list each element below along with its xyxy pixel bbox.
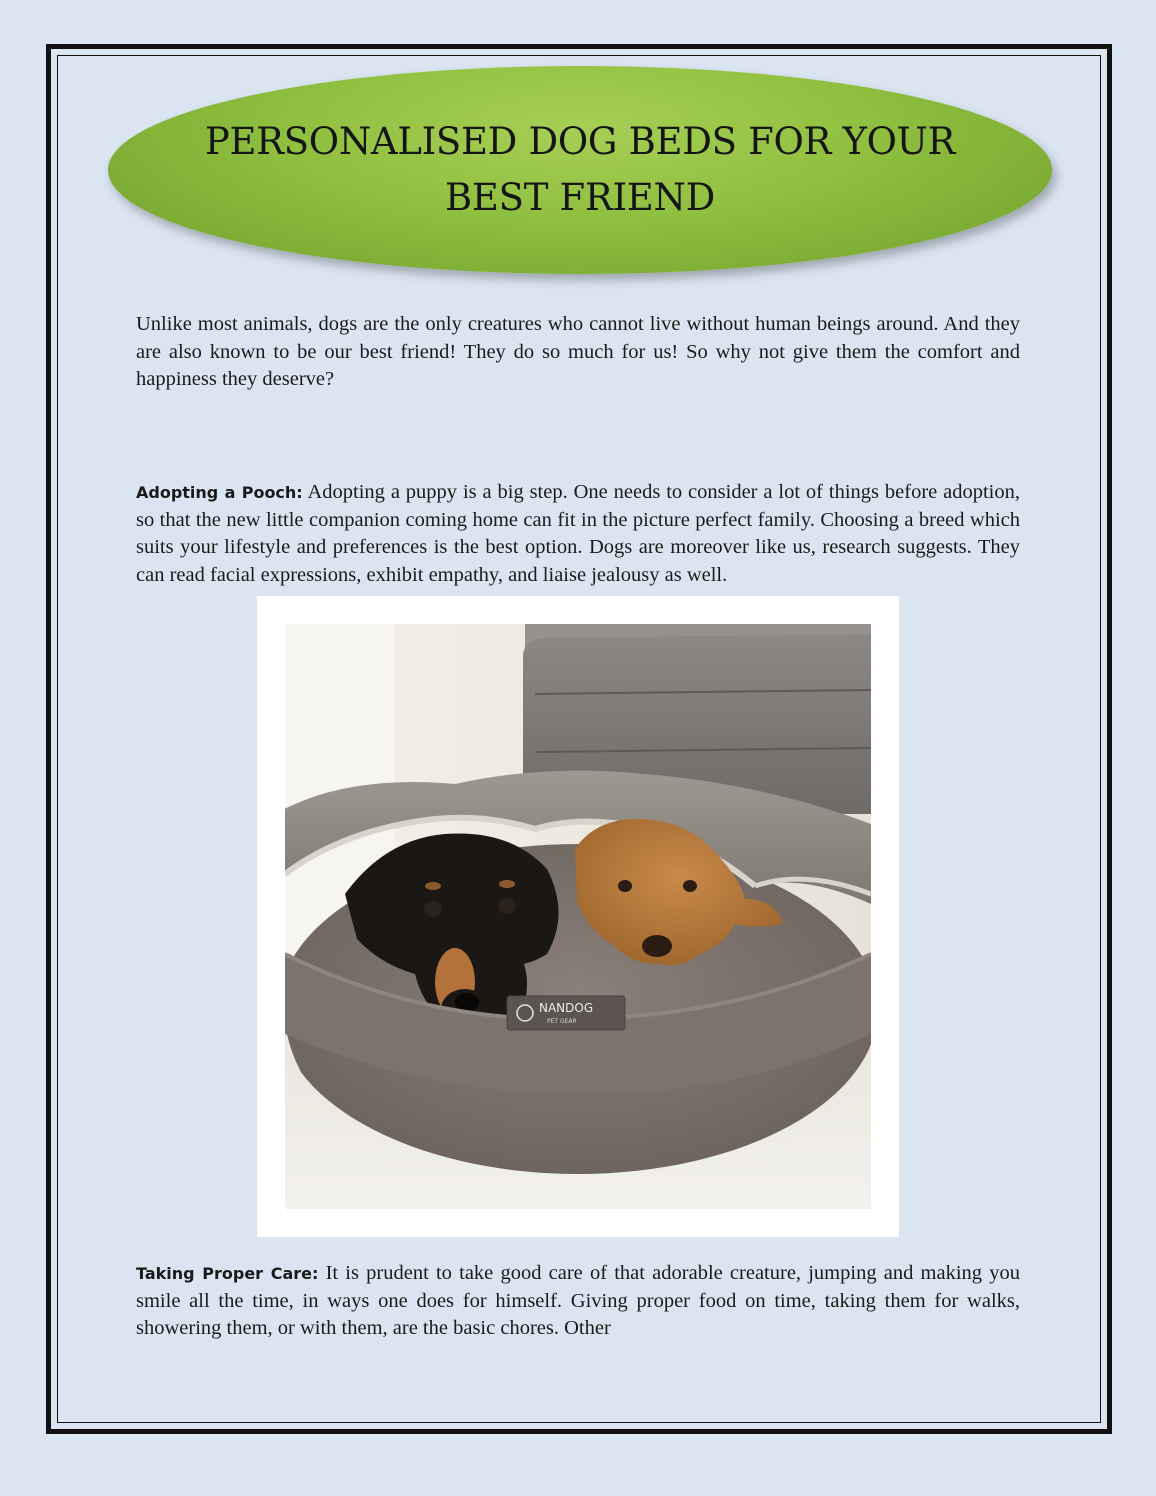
adopting-text: Adopting a puppy is a big step. One needs to consider a lot of things before adoption, so that the new little companion coming home can fit in the picture perfect family. Choosing a breed which suits your lifestyle and preferences is the best option. Dogs are moreover like us, research suggests. They can read facial expressions, exhibit empathy, and liaise jealousy as well. [136,481,1020,586]
intro-text: Unlike most animals, dogs are the only creatures who cannot live without human beings around. And they are also known to be our best friend! They do so much for us! So why not give them the comfort and happiness they deserve? [136,313,1020,390]
care-paragraph [136,1260,1020,1343]
page-title: PERSONALISED DOG BEDS FOR YOUR BEST FRIEND [204,120,956,219]
care-heading: Taking Proper Care: [136,1264,319,1283]
title-banner [108,66,1052,274]
dogs-in-bed-photo [285,624,871,1209]
care-text: It is prudent to take good care of that adorable creature, jumping and making you smile all the time, in ways one does for himself. Giving proper food on time, taking them for walks, showering them, or with them, are the basic chores. Other [136,1262,1020,1339]
bed-label-subtext: PET GEAR [547,1018,577,1025]
dogs-in-bed-illustration [285,624,871,1209]
bed-label-text: NANDOG [539,1001,594,1015]
photo-frame [257,596,899,1237]
adopting-paragraph [136,479,1020,589]
intro-paragraph [136,311,1020,394]
adopting-heading: Adopting a Pooch: [136,483,303,502]
